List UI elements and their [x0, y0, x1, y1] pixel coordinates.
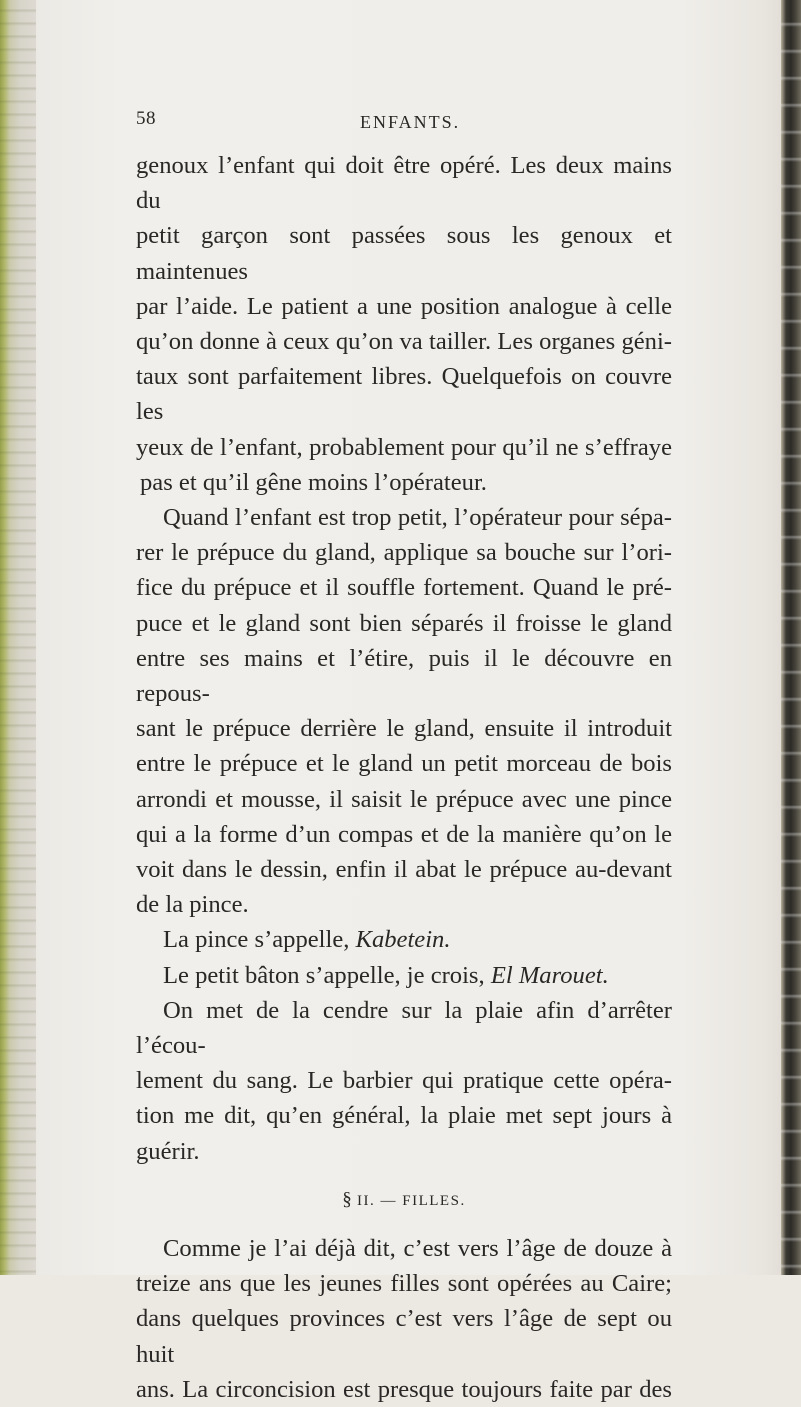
text-line: guérir. — [136, 1137, 200, 1165]
paragraph — [136, 500, 672, 922]
paragraph — [136, 922, 672, 957]
italic-term: El Marouet. — [490, 961, 609, 989]
page-body — [136, 148, 672, 1407]
text-line: sant le prépuce derrière le gland, ensuite il introduit — [136, 715, 672, 743]
text-line: fice du prépuce et il souffle fortement. Quand le pré- — [136, 574, 672, 602]
page-binding-edge — [0, 0, 36, 1275]
italic-term: Kabetein. — [355, 926, 451, 954]
text-run: La pince s’appelle, — [163, 926, 356, 954]
text-run: Le petit bâton s’appelle, je crois, — [163, 961, 491, 989]
paragraph — [136, 1231, 672, 1407]
text-line: ans. La circoncision est presque toujours faite par des — [136, 1375, 672, 1403]
text-line: genoux l’enfant qui doit être opéré. Les deux mains du — [136, 152, 672, 215]
section-heading — [136, 1169, 672, 1231]
text-line: Quand l’enfant est trop petit, l’opérateur pour sépa- — [163, 504, 672, 532]
paragraph — [136, 148, 672, 500]
text-line: qu’on donne à ceux qu’on va tailler. Les organes géni- — [136, 328, 672, 356]
text-line: puce et le gland sont bien séparés il froisse le gland — [136, 609, 672, 637]
page-fore-edge — [781, 0, 801, 1275]
text-line: rer le prépuce du gland, applique sa bouche sur l’ori- — [136, 539, 672, 567]
text-line: qui a la forme d’un compas et de la manière qu’on le — [136, 820, 672, 848]
text-line: entre ses mains et l’étire, puis il le découvre en repous- — [136, 644, 672, 708]
text-line: dans quelques provinces c’est vers l’âge de sept ou huit — [136, 1305, 672, 1368]
text-line: Comme je l’ai déjà dit, c’est vers l’âge de douze à — [163, 1234, 672, 1262]
text-line: voit dans le dessin, enfin il abat le prépuce au-devant — [136, 856, 672, 884]
running-head: ENFANTS. — [360, 112, 461, 132]
text-line: entre le prépuce et le gland un petit morceau de bois — [136, 750, 672, 778]
text-line: arrondi et mousse, il saisit le prépuce avec une pince — [136, 785, 672, 813]
text-line: taux sont parfaitement libres. Quelquefois on couvre les — [136, 363, 672, 426]
text-line: pas et qu’il gêne moins l’opérateur. — [140, 468, 487, 496]
text-line: treize ans que les jeunes filles sont opérées au Caire; — [136, 1270, 672, 1298]
section-title: II. — FILLES. — [357, 1192, 466, 1209]
page-header — [136, 108, 676, 138]
text-line: de la pince. — [136, 891, 249, 919]
text-line: yeux de l’enfant, probablement pour qu’il ne s’effraye — [136, 433, 672, 461]
text-line: par l’aide. Le patient a une position analogue à celle — [136, 292, 672, 320]
paragraph — [136, 993, 672, 1169]
paragraph — [136, 958, 672, 993]
text-line: tion me dit, qu’en général, la plaie met sept jours à — [136, 1102, 672, 1130]
page-number: 58 — [136, 108, 156, 129]
text-line: On met de la cendre sur la plaie afin d’arrêter l’écou- — [136, 996, 672, 1060]
text-line: petit garçon sont passées sous les genoux et maintenues — [136, 222, 672, 285]
text-line: lement du sang. Le barbier qui pratique cette opéra- — [136, 1067, 672, 1095]
section-symbol: § — [342, 1188, 352, 1210]
